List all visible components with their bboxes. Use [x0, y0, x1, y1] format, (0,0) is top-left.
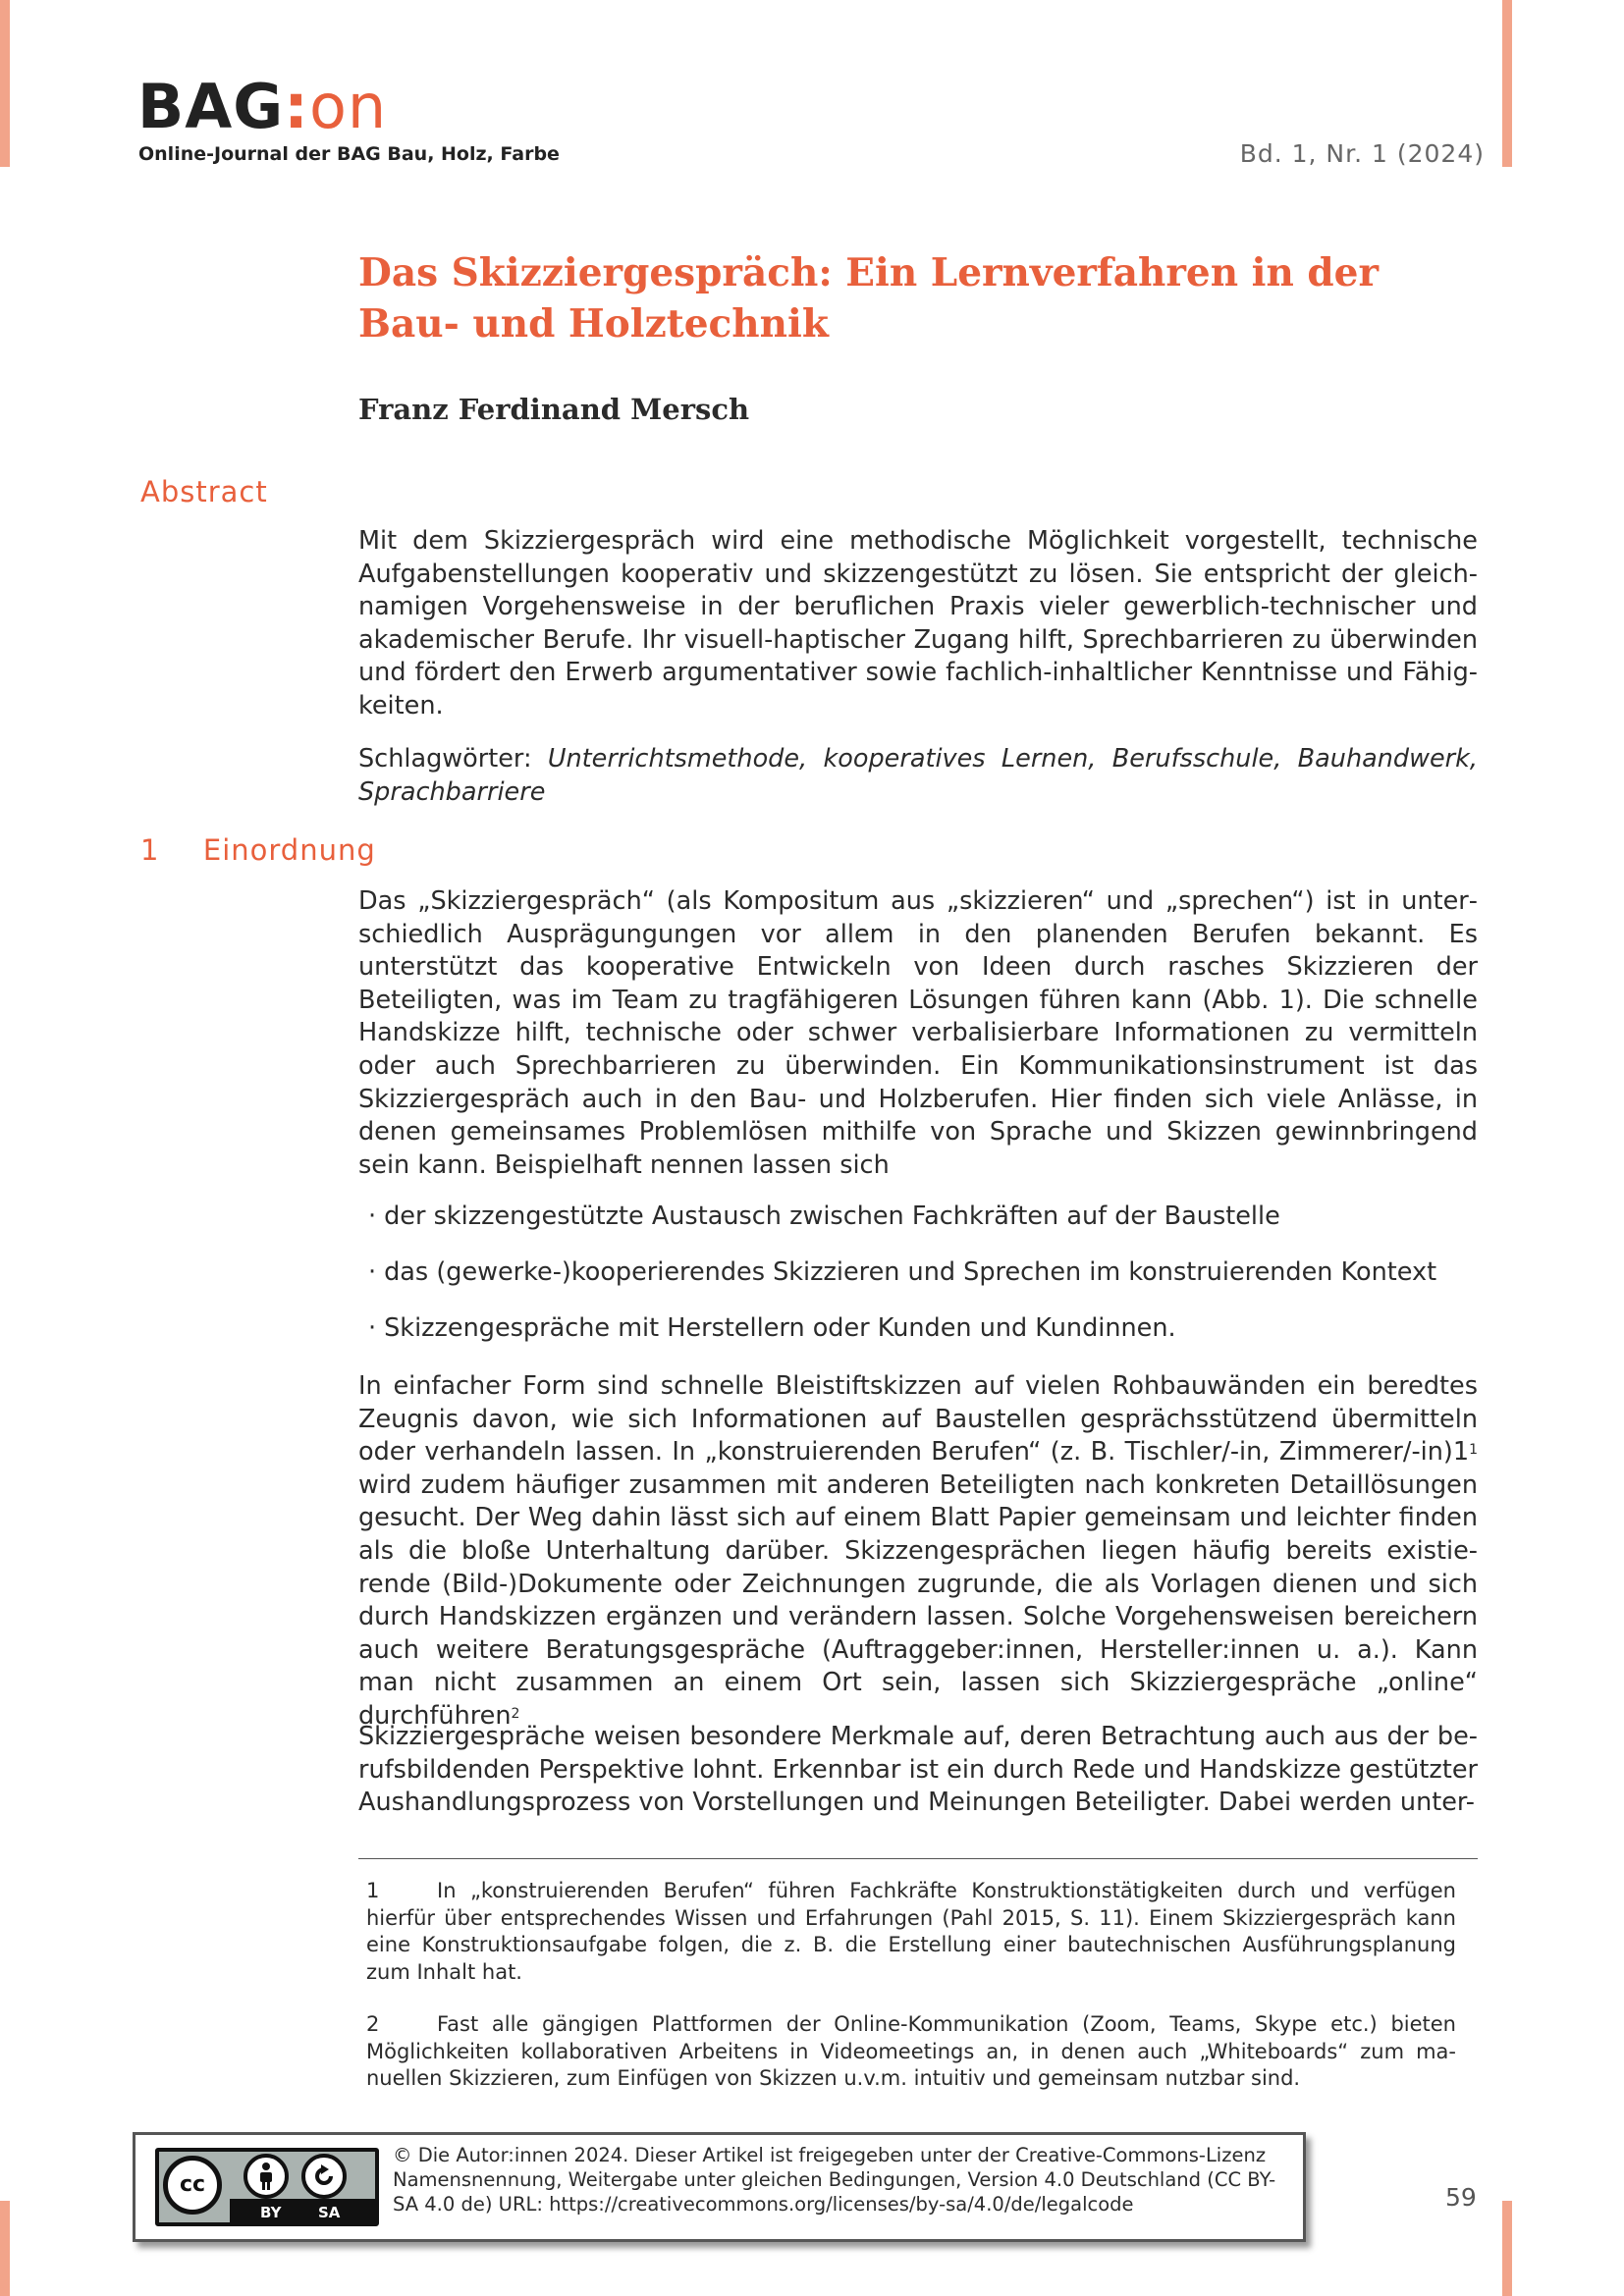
- paragraph-3: Skizziergespräche weisen besondere Merkmale auf, deren Betrachtung auch aus der berufsbildenden Perspektive lohnt. Erkennbar ist ein durch Rede und Handskizze gestützter Aushandlungsprozess von Vorstellungen und Meinungen Beteiligter. Dabei werden unter-: [358, 1722, 1478, 1818]
- example-list: [368, 1201, 1478, 1368]
- footnote-text: In „konstruierenden Berufen“ führen Fachkräfte Konstruktionstätigkeiten durch und verfügen hierfür über entsprechendes Wissen und Erfahrungen (Pahl 2015, S. 11). Einem Skizziergespräch kann eine Konstruktionsaufgabe folgen, die z. B. die Erstellung einer bautechnischen Ausführungsplanung zum Inhalt hat.: [366, 1879, 1456, 1984]
- cc-by-sa-badge[interactable]: [155, 2148, 379, 2226]
- keywords-list: Unterrichtsmethode, kooperatives Lernen, Berufsschule, Bauhandwerk, Sprachbarriere: [358, 744, 1478, 807]
- logo-colon: :: [284, 71, 309, 142]
- page-number: 59: [1445, 2183, 1477, 2212]
- article-title: Das Skizziergespräch: Ein Lernverfahren in der Bau- und Holztechnik: [358, 250, 1380, 347]
- footnote-1: [366, 1878, 1456, 1986]
- section-title: Einordnung: [202, 833, 376, 867]
- bottom-left-bar: [0, 2201, 10, 2296]
- license-text: © Die Autor:innen 2024. Dieser Artikel ist freigegeben unter der Creative-Commons-Lizenz Namensnennung, Weitergabe unter gleichen Bedingungen, Version 4.0 Deutschland (CC BY-SA 4.0 de) URL: https://creativecommons.org/licenses/by-sa/4.0/de/legalcode: [393, 2144, 1276, 2216]
- list-item: · das (gewerke-)kooperierendes Skizzieren und Sprechen im konstruierenden Kontext: [368, 1256, 1478, 1290]
- journal-logo: [137, 71, 388, 142]
- bottom-right-bar: [1502, 2201, 1512, 2296]
- article-author: Franz Ferdinand Mersch: [358, 393, 750, 426]
- keywords: Schlagwörter: Unterrichtsmethode, kooperatives Lernen, Berufsschule, Bauhandwerk, Sprachbarriere: [358, 744, 1478, 807]
- sa-share-alike-icon: [301, 2154, 347, 2199]
- footnote-text: Fast alle gängigen Plattformen der Online-Kommunikation (Zoom, Teams, Skype etc.) bieten Möglichkeiten kollaborativen Arbeitens in Videomeetings an, in denen auch „Whiteboards“ zum manuellen Skizzieren, zum Einfügen von Skizzen u.v.m. intuitiv und gemeinsam nutzbar sind.: [366, 2012, 1456, 2090]
- list-item: · Skizzengespräche mit Herstellern oder Kunden und Kundinnen.: [368, 1312, 1478, 1346]
- footnote-divider: [358, 1858, 1478, 1859]
- by-person-icon: [244, 2154, 289, 2199]
- paragraph-2-part-a: In einfacher Form sind schnelle Bleistiftskizzen auf vielen Rohbauwänden ein beredtes Zeugnis davon, wie sich Informationen auf Baustellen gesprächsstützend übermitteln oder verhandeln lassen. In „konstruierenden Berufen“ (z. B. Tischler/-in, Zimmerer/-in)1: [358, 1371, 1478, 1468]
- section-number: 1: [140, 833, 160, 867]
- footnote-number: 2: [366, 2012, 380, 2036]
- abstract-text: Mit dem Skizziergespräch wird eine methodische Möglichkeit vorgestellt, technische Aufgabenstellungen kooperativ und skizzengestützt zu lösen. Sie entspricht der gleichnamigen Vorgehensweise in der beruflichen Praxis vieler gewerblich-technischer und akademischer Berufe. Ihr visuell-haptischer Zugang hilft, Sprechbarrieren zu überwinden und fördert den Erwerb argumentativer sowie fachlich-inhaltlicher Kenntnisse und Fähigkeiten.: [358, 526, 1478, 721]
- footnote-2: [366, 2011, 1456, 2093]
- abstract-heading: Abstract: [140, 475, 268, 508]
- badge-by-label: BY: [260, 2204, 282, 2221]
- paragraph-2: [358, 1370, 1478, 1734]
- footnote-number: 1: [366, 1879, 380, 1902]
- logo-bag: BAG: [137, 71, 285, 142]
- section-heading: [140, 833, 376, 867]
- journal-subtitle: Online-Journal der BAG Bau, Holz, Farbe: [138, 143, 560, 165]
- badge-sa-label: SA: [318, 2204, 341, 2221]
- badge-strip: [230, 2199, 375, 2222]
- paragraph-1: Das „Skizziergespräch“ (als Kompositum aus „skizzieren“ und „sprechen“) ist in unterschiedlich Ausprägungungen vor allem in den planenden Berufen bekannt. Es unterstützt das kooperative Entwickeln von Ideen durch rasches Skizzieren der Beteiligten, was im Team zu tragfähigeren Lösungen führen kann (Abb. 1). Die schnelle Handskizze hilft, technische oder schwer verbalisierbare Informationen zu vermitteln oder auch Sprechbarrieren zu überwinden. Ein Kommunikationsinstrument ist das Skizziergespräch auch in den Bau- und Holzberufen. Hier finden sich viele Anlässe, in denen gemeinsames Problemlösen mithilfe von Sprache und Skizzen gewinnbringend sein kann. Beispielhaft nennen lassen sich: [358, 886, 1478, 1180]
- keywords-label: Schlagwörter: [358, 744, 523, 774]
- footnote-ref-2[interactable]: 2: [511, 1705, 520, 1722]
- license-box: [133, 2132, 1306, 2242]
- footnote-ref-1[interactable]: 1: [1469, 1442, 1478, 1459]
- paragraph-2-part-b: wird zudem häufiger zusammen mit anderen Beteiligten nach konkreten Detaillösungen gesucht. Der Weg dahin lässt sich auf einem Blatt Papier gemeinsam und leichter finden als die bloße Unterhaltung darüber. Skizzengesprächen liegen häufig bereits existierende (Bild-)Dokumente oder Zeichnungen zugrunde, die als Vorlagen dienen und sich durch Handskizzen ergänzen und verändern lassen. Solche Vorgehensweisen bereichern auch weitere Beratungsgespräche (Auftraggeber:innen, Hersteller:innen u. a.). Kann man nicht zusammen an einem Ort sein, lassen sich Skizziergespräche „online“ durchführen: [358, 1469, 1478, 1731]
- issue-info: Bd. 1, Nr. 1 (2024): [1239, 139, 1485, 168]
- top-left-bar: [0, 0, 10, 167]
- list-item: · der skizzengestützte Austausch zwischen Fachkräften auf der Baustelle: [368, 1201, 1478, 1234]
- cc-icon: cc: [163, 2156, 222, 2215]
- logo-on: on: [308, 71, 388, 142]
- top-right-bar: [1502, 0, 1512, 167]
